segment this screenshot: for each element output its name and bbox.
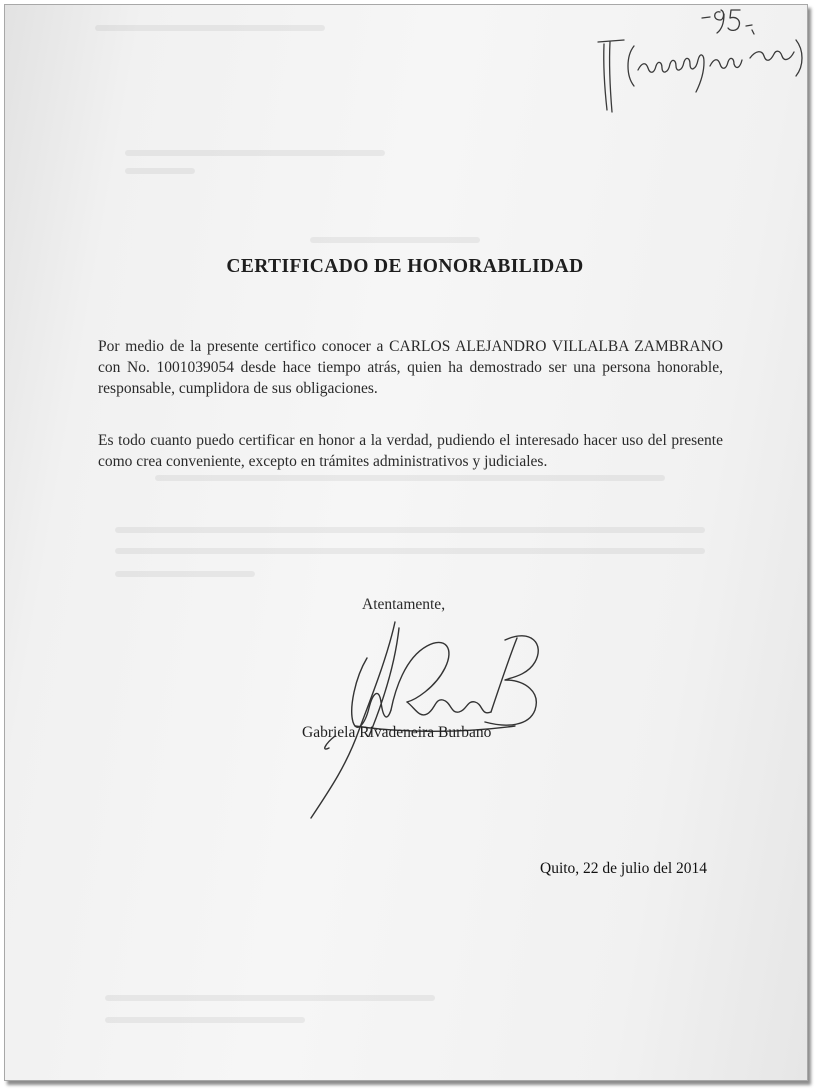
- place-and-date: Quito, 22 de julio del 2014: [540, 860, 708, 877]
- signature-mark: [295, 618, 545, 828]
- document-title: CERTIFICADO DE HONORABILIDAD: [226, 256, 584, 277]
- bleed-through-line: [115, 527, 705, 533]
- signer-name: Gabriela Rivadeneira Burbano: [302, 724, 492, 741]
- bleed-through-line: [95, 25, 325, 31]
- certification-paragraph: Por medio de la presente certifico conocer a CARLOS ALEJANDRO VILLALBA ZAMBRANO con No. 1001039054 desde hace tiempo atrás, quien ha demostrado ser una persona honorable, responsable, cumplidora de sus obligaciones.: [98, 338, 723, 397]
- bleed-through-line: [115, 571, 255, 577]
- bleed-through-line: [125, 150, 385, 156]
- closing-salutation: Atentamente,: [362, 596, 446, 613]
- bleed-through-line: [155, 475, 665, 481]
- handwritten-annotation: [590, 0, 815, 125]
- bleed-through-line: [105, 1017, 305, 1023]
- certification-closing-paragraph: Es todo cuanto puedo certificar en honor a la verdad, pudiendo el interesado hacer uso del presente como crea conveniente, excepto en trámites administrativos y judiciales.: [98, 432, 723, 470]
- document-sheet: [4, 4, 808, 1081]
- bleed-through-line: [115, 548, 705, 554]
- bleed-through-line: [125, 168, 195, 174]
- bleed-through-line: [310, 237, 480, 243]
- bleed-through-line: [105, 995, 435, 1001]
